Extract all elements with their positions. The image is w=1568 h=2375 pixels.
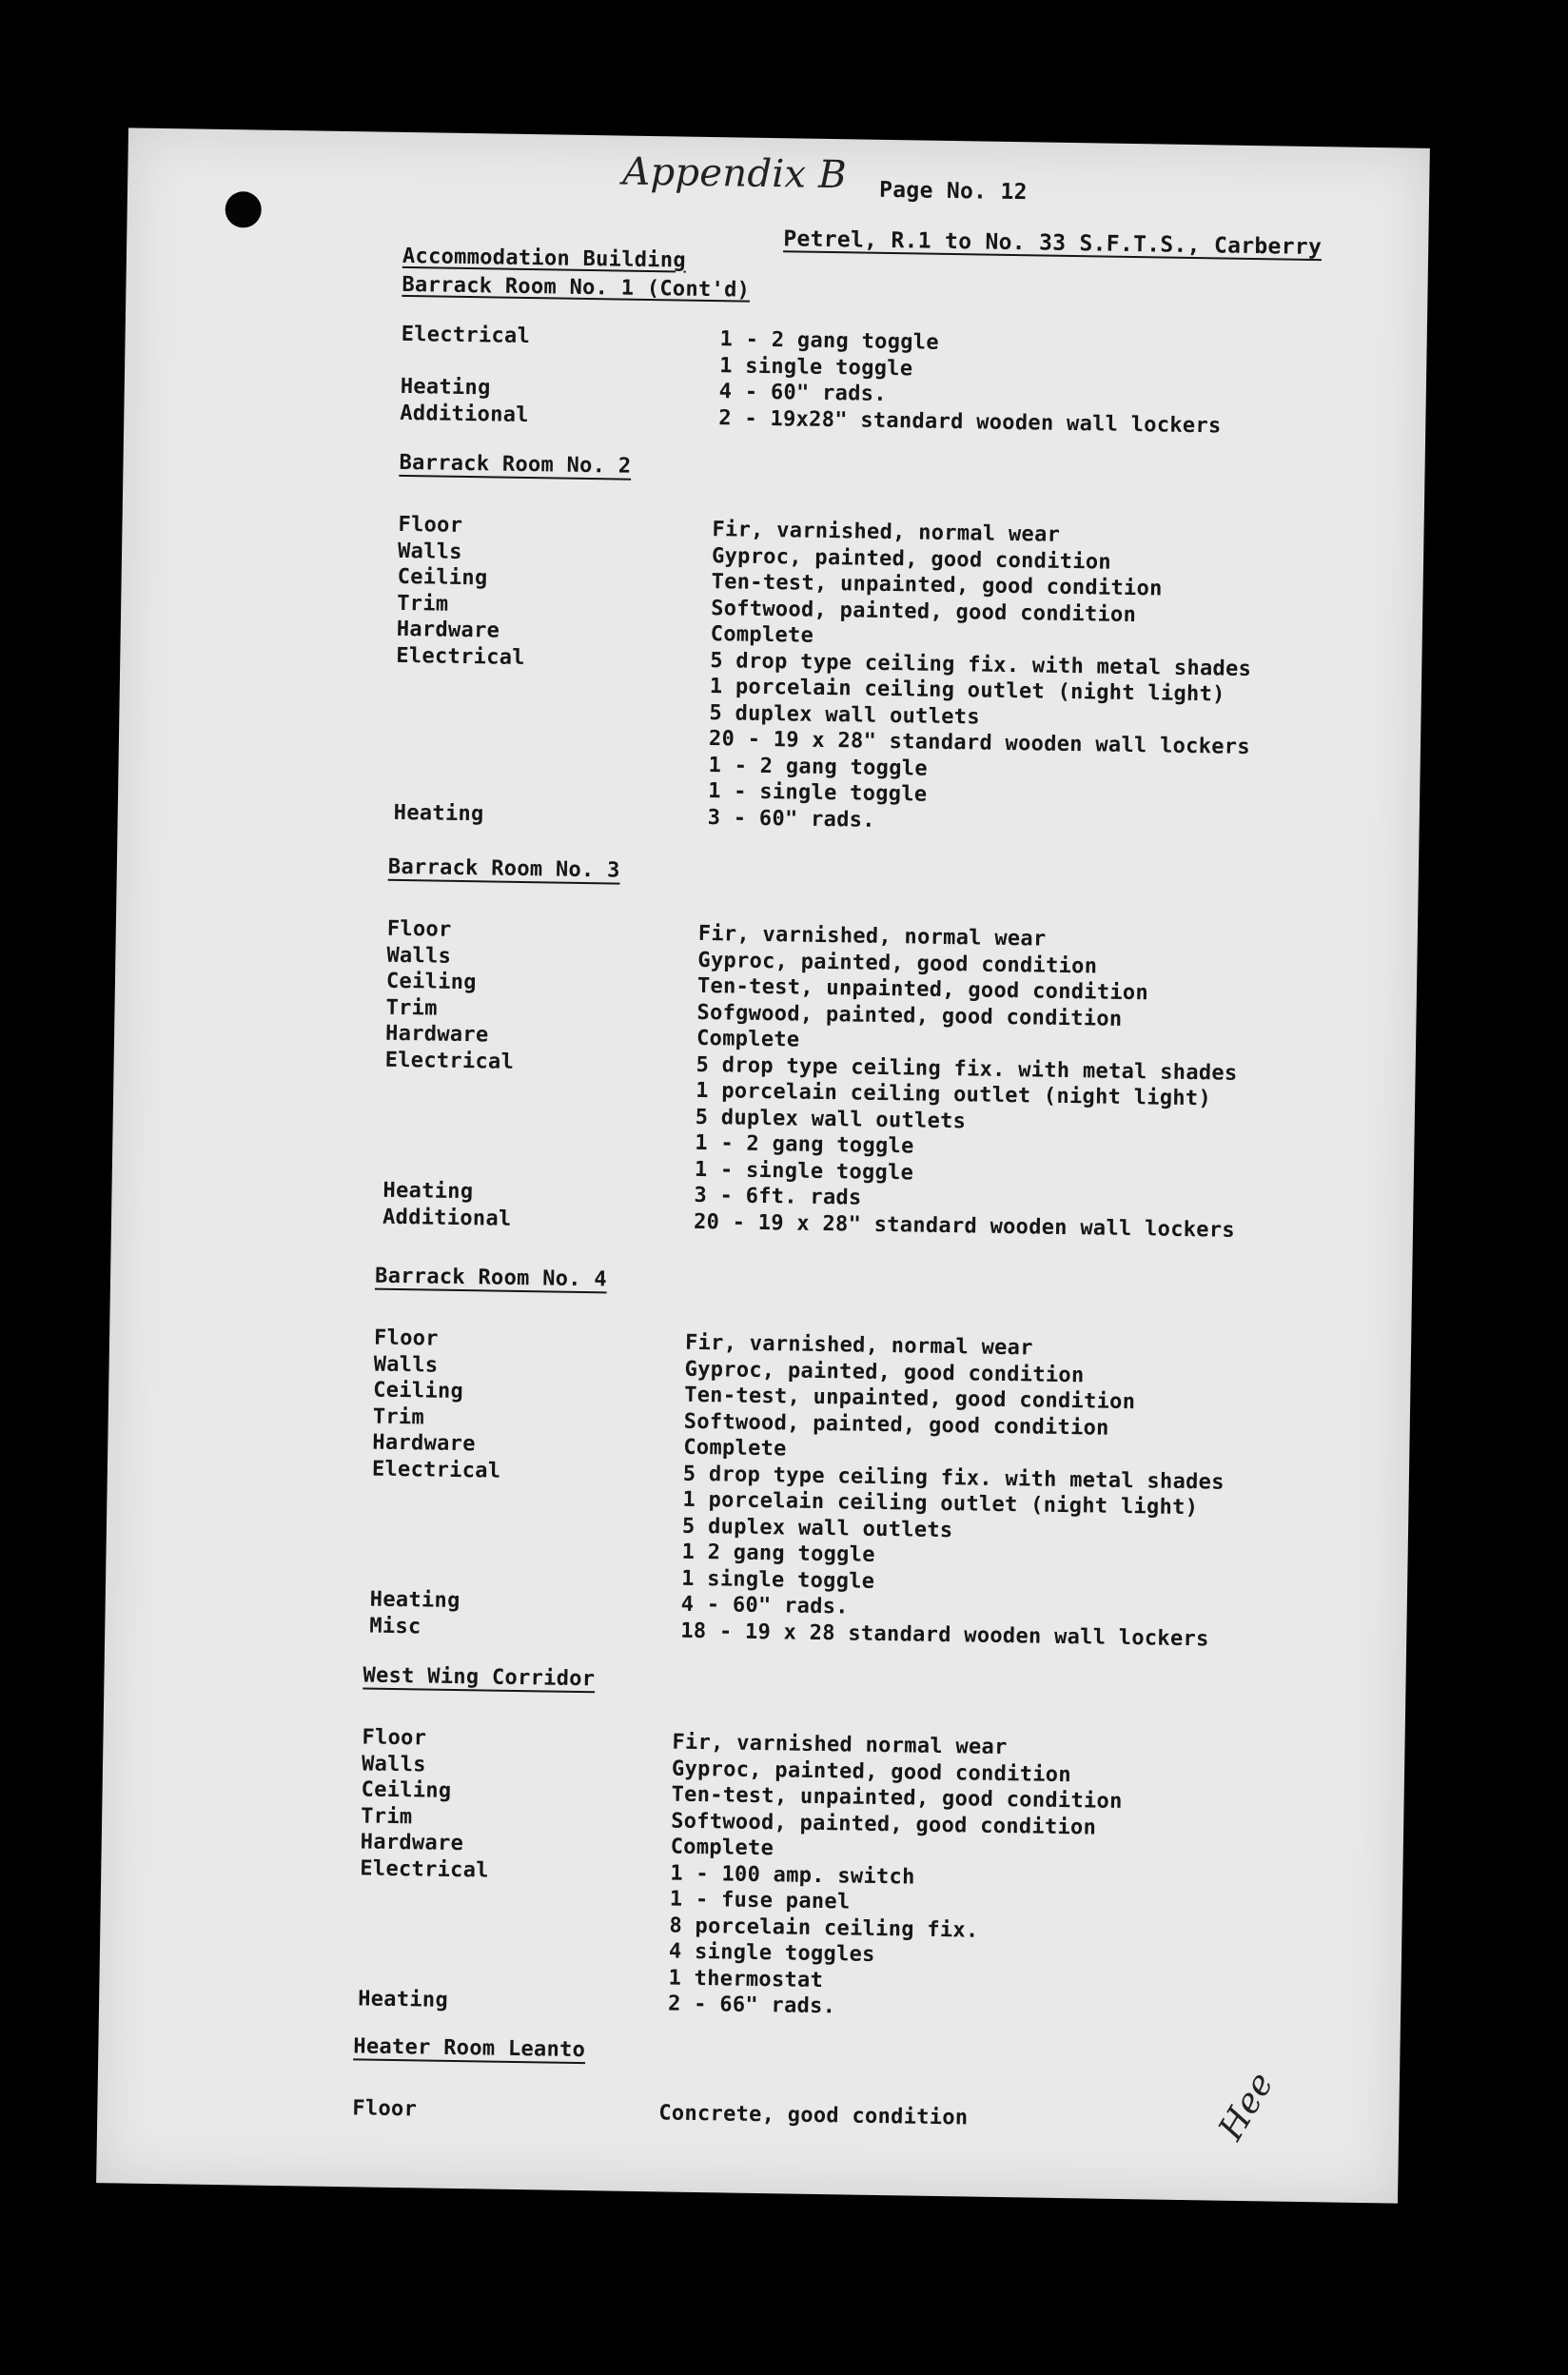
field-value: Gyproc, painted, good condition (671, 1757, 1072, 1787)
field-label: Hardware (360, 1830, 464, 1856)
field-value: 5 drop type ceiling fix. with metal shades (696, 1052, 1238, 1086)
field-value: 3 - 60" rads. (707, 805, 876, 833)
field-value: Fir, varnished normal wear (672, 1730, 1008, 1760)
field-value: Gyproc, painted, good condition (711, 543, 1112, 575)
field-label: Heating (393, 800, 484, 826)
field-value: 4 - 60" rads. (680, 1592, 850, 1619)
field-label: Ceiling (373, 1378, 464, 1404)
field-value: Ten-test, unpainted, good condition (711, 570, 1163, 601)
field-label: Ceiling (361, 1777, 452, 1803)
document-subject: Petrel, R.1 to No. 33 S.F.T.S., Carberry (783, 226, 1323, 261)
field-value: 5 duplex wall outlets (709, 700, 981, 730)
field-value: Sofgwood, painted, good condition (696, 1000, 1123, 1031)
field-value: 4 single toggles (668, 1939, 875, 1967)
field-label: Trim (361, 1803, 413, 1829)
field-label: Floor (352, 2096, 418, 2122)
field-value: 1 - 2 gang toggle (719, 327, 940, 355)
field-value: 1 single toggle (719, 353, 913, 381)
continued-title: Barrack Room No. 1 (Cont'd) (402, 272, 751, 303)
field-label: Floor (362, 1725, 427, 1751)
field-value: 5 duplex wall outlets (695, 1105, 967, 1133)
field-value: 1 - 2 gang toggle (695, 1130, 914, 1159)
field-value: 1 - fuse panel (669, 1887, 851, 1914)
field-label: Ceiling (385, 969, 478, 995)
document-page (96, 128, 1430, 2203)
field-value: Softwood, painted, good condition (683, 1409, 1109, 1441)
field-label: Electrical (401, 322, 531, 349)
field-value: 8 porcelain ceiling fix. (669, 1914, 979, 1943)
field-value: 20 - 19 x 28" standard wooden wall lockers (693, 1209, 1236, 1243)
field-value: 5 drop type ceiling fix. with metal shades (710, 648, 1252, 681)
field-value: 1 - 2 gang toggle (708, 753, 929, 781)
field-value: Fir, varnished, normal wear (697, 921, 1047, 952)
field-label: Trim (385, 995, 438, 1021)
field-value: 2 - 66" rads. (667, 1992, 836, 2019)
field-label: Walls (397, 539, 463, 564)
field-label: Misc (369, 1614, 421, 1639)
field-value: 1 porcelain ceiling outlet (night light) (682, 1487, 1199, 1521)
field-value: Concrete, good condition (658, 2101, 969, 2130)
field-label: Floor (373, 1325, 440, 1351)
field-value: Complete (696, 1026, 800, 1052)
field-value: 1 2 gang toggle (681, 1540, 875, 1567)
field-value: 1 thermostat (668, 1966, 824, 1992)
field-value: Complete (670, 1835, 774, 1861)
field-label: Additional (382, 1205, 512, 1231)
field-value: 1 - 100 amp. switch (670, 1861, 915, 1890)
field-value: Complete (683, 1435, 787, 1462)
field-value: 2 - 19x28" standard wooden wall lockers (718, 405, 1222, 438)
field-value: Softwood, painted, good condition (670, 1809, 1097, 1840)
field-label: Hardware (384, 1021, 489, 1048)
field-label: Additional (400, 401, 530, 427)
field-value: Complete (710, 622, 814, 648)
field-value: Gyproc, painted, good condition (684, 1357, 1085, 1387)
section-title: Barrack Room No. 2 (399, 450, 632, 479)
field-value: 1 porcelain ceiling outlet (night light) (709, 675, 1225, 707)
field-value: Fir, varnished, normal wear (684, 1330, 1033, 1361)
field-label: Electrical (371, 1457, 501, 1483)
field-label: Electrical (396, 643, 526, 670)
building-title: Accommodation Building (402, 244, 687, 273)
field-label: Electrical (384, 1048, 515, 1074)
field-value: 1 - single toggle (694, 1157, 914, 1185)
punch-hole (225, 191, 262, 228)
field-value: Softwood, painted, good condition (711, 596, 1137, 627)
field-value: Ten-test, unpainted, good condition (671, 1782, 1123, 1815)
field-label: Heating (382, 1178, 474, 1205)
field-label: Trim (397, 591, 449, 617)
field-label: Heating (369, 1587, 461, 1614)
handwritten-note: Appendix B (622, 149, 848, 198)
page-number: Page No. 12 (878, 177, 1028, 206)
field-value: 1 single toggle (680, 1566, 875, 1594)
section-title: Barrack Room No. 4 (374, 1264, 608, 1292)
field-label: Electrical (360, 1855, 489, 1883)
field-value: Gyproc, painted, good condition (697, 948, 1098, 978)
field-label: Walls (361, 1751, 426, 1777)
field-value: 3 - 6ft. rads (694, 1183, 862, 1210)
field-value: 1 - single toggle (707, 779, 928, 807)
field-label: Walls (373, 1352, 439, 1378)
field-value: 20 - 19 x 28" standard wooden wall lockers (708, 727, 1251, 759)
field-label: Hardware (396, 617, 500, 643)
field-label: Floor (398, 512, 463, 538)
field-value: Ten-test, unpainted, good condition (696, 973, 1149, 1006)
field-label: Hardware (372, 1430, 476, 1457)
document-content (96, 128, 1430, 2203)
field-label: Walls (386, 943, 452, 969)
field-label: Heating (400, 374, 491, 401)
field-value: 1 porcelain ceiling outlet (night light) (696, 1078, 1212, 1111)
field-label: Floor (386, 916, 452, 942)
field-label: Heating (357, 1987, 449, 2012)
field-value: Fir, varnished, normal wear (712, 518, 1061, 547)
field-value: 4 - 60" rads. (718, 380, 888, 406)
field-value: 18 - 19 x 28 standard wooden wall lockers (680, 1619, 1209, 1651)
section-title: Heater Room Leanto (353, 2034, 586, 2063)
handwritten-initials: Hee (1211, 2065, 1282, 2148)
field-label: Ceiling (397, 564, 488, 591)
field-value: 5 duplex wall outlets (681, 1514, 953, 1542)
field-value: 5 drop type ceiling fix. with metal shades (682, 1462, 1225, 1495)
field-label: Trim (372, 1404, 425, 1429)
section-title: West Wing Corridor (363, 1663, 596, 1692)
field-value: Ten-test, unpainted, good condition (684, 1383, 1136, 1415)
section-title: Barrack Room No. 3 (387, 854, 620, 883)
